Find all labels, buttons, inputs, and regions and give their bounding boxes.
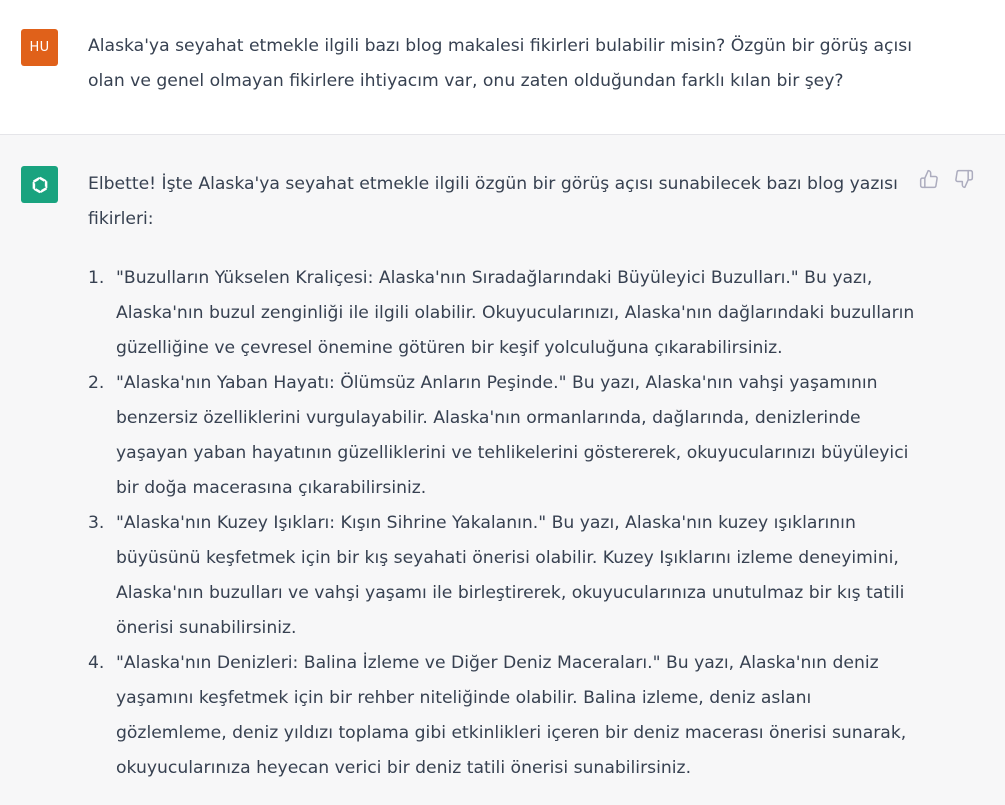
list-item-text: "Alaska'nın Kuzey Işıkları: Kışın Sihrine Yakalanın." Bu yazı, Alaska'nın kuzey ışıklarının büyüsünü keşfetmek için bir kış seyahati önerisi olabilir. Kuzey Işıklarını izleme deneyimini, Alaska'nın buzulları ve vahşi yaşamı ile birleştirerek, okuyucularınıza unutulmaz bir kış tatili önerisi sunabilirsiniz.	[116, 513, 905, 638]
user-message-text: Alaska'ya seyahat etmekle ilgili bazı blog makalesi fikirleri bulabilir misin? Özgün bir görüş açısı olan ve genel olmayan fikirlere ihtiyacım var, onu zaten olduğundan farklı kılan bir şey?	[88, 36, 912, 91]
list-item-number: 3.	[88, 513, 105, 533]
thumbs-down-icon	[954, 169, 974, 189]
list-item-number: 4.	[88, 653, 105, 673]
thumbs-down-button[interactable]	[953, 168, 975, 190]
list-item	[88, 506, 923, 646]
list-item	[88, 646, 923, 786]
list-item	[88, 366, 923, 506]
thumbs-up-icon	[919, 169, 939, 189]
user-avatar: HU	[21, 29, 58, 66]
assistant-message-row	[0, 135, 1005, 805]
thumbs-up-button[interactable]	[918, 168, 940, 190]
list-item-text: "Alaska'nın Yaban Hayatı: Ölümsüz Anların Peşinde." Bu yazı, Alaska'nın vahşi yaşamının benzersiz özelliklerini vurgulayabilir. Alaska'nın ormanlarında, dağlarında, denizlerinde yaşayan yaban hayatının güzelliklerini ve tehlikelerini göstererek, okuyucularınızı büyüleyici bir doğa macerasına çıkarabilirsiniz.	[116, 373, 909, 498]
assistant-avatar	[21, 166, 58, 203]
list-item-text: "Buzulların Yükselen Kraliçesi: Alaska'nın Sıradağlarındaki Büyüleyici Buzulları." Bu yazı, Alaska'nın buzul zenginliği ile ilgili olabilir. Okuyucularınızı, Alaska'nın dağlarındaki buzulların güzelliğine ve çevresel önemine götüren bir keşif yolculuğuna çıkarabilirsiniz.	[116, 268, 915, 358]
list-item	[88, 261, 923, 366]
list-item-number: 2.	[88, 373, 105, 393]
list-item-number: 1.	[88, 268, 105, 288]
feedback-buttons	[918, 168, 975, 190]
assistant-intro-text: Elbette! İşte Alaska'ya seyahat etmekle ilgili özgün bir görüş açısı sunabilecek bazı blog yazısı fikirleri:	[88, 174, 898, 229]
list-item-text: "Alaska'nın Denizleri: Balina İzleme ve Diğer Deniz Maceraları." Bu yazı, Alaska'nın deniz yaşamını keşfetmek için bir rehber niteliğinde olabilir. Balina izleme, deniz aslanı gözlemleme, deniz yıldızı toplama gibi etkinlikleri içeren bir deniz macerası önerisi sunarak, okuyucularınıza heyecan verici bir deniz tatili önerisi sunabilirsiniz.	[116, 653, 907, 778]
openai-logo-icon	[28, 173, 52, 197]
blog-idea-list	[88, 261, 923, 786]
user-message-row	[0, 0, 1005, 135]
